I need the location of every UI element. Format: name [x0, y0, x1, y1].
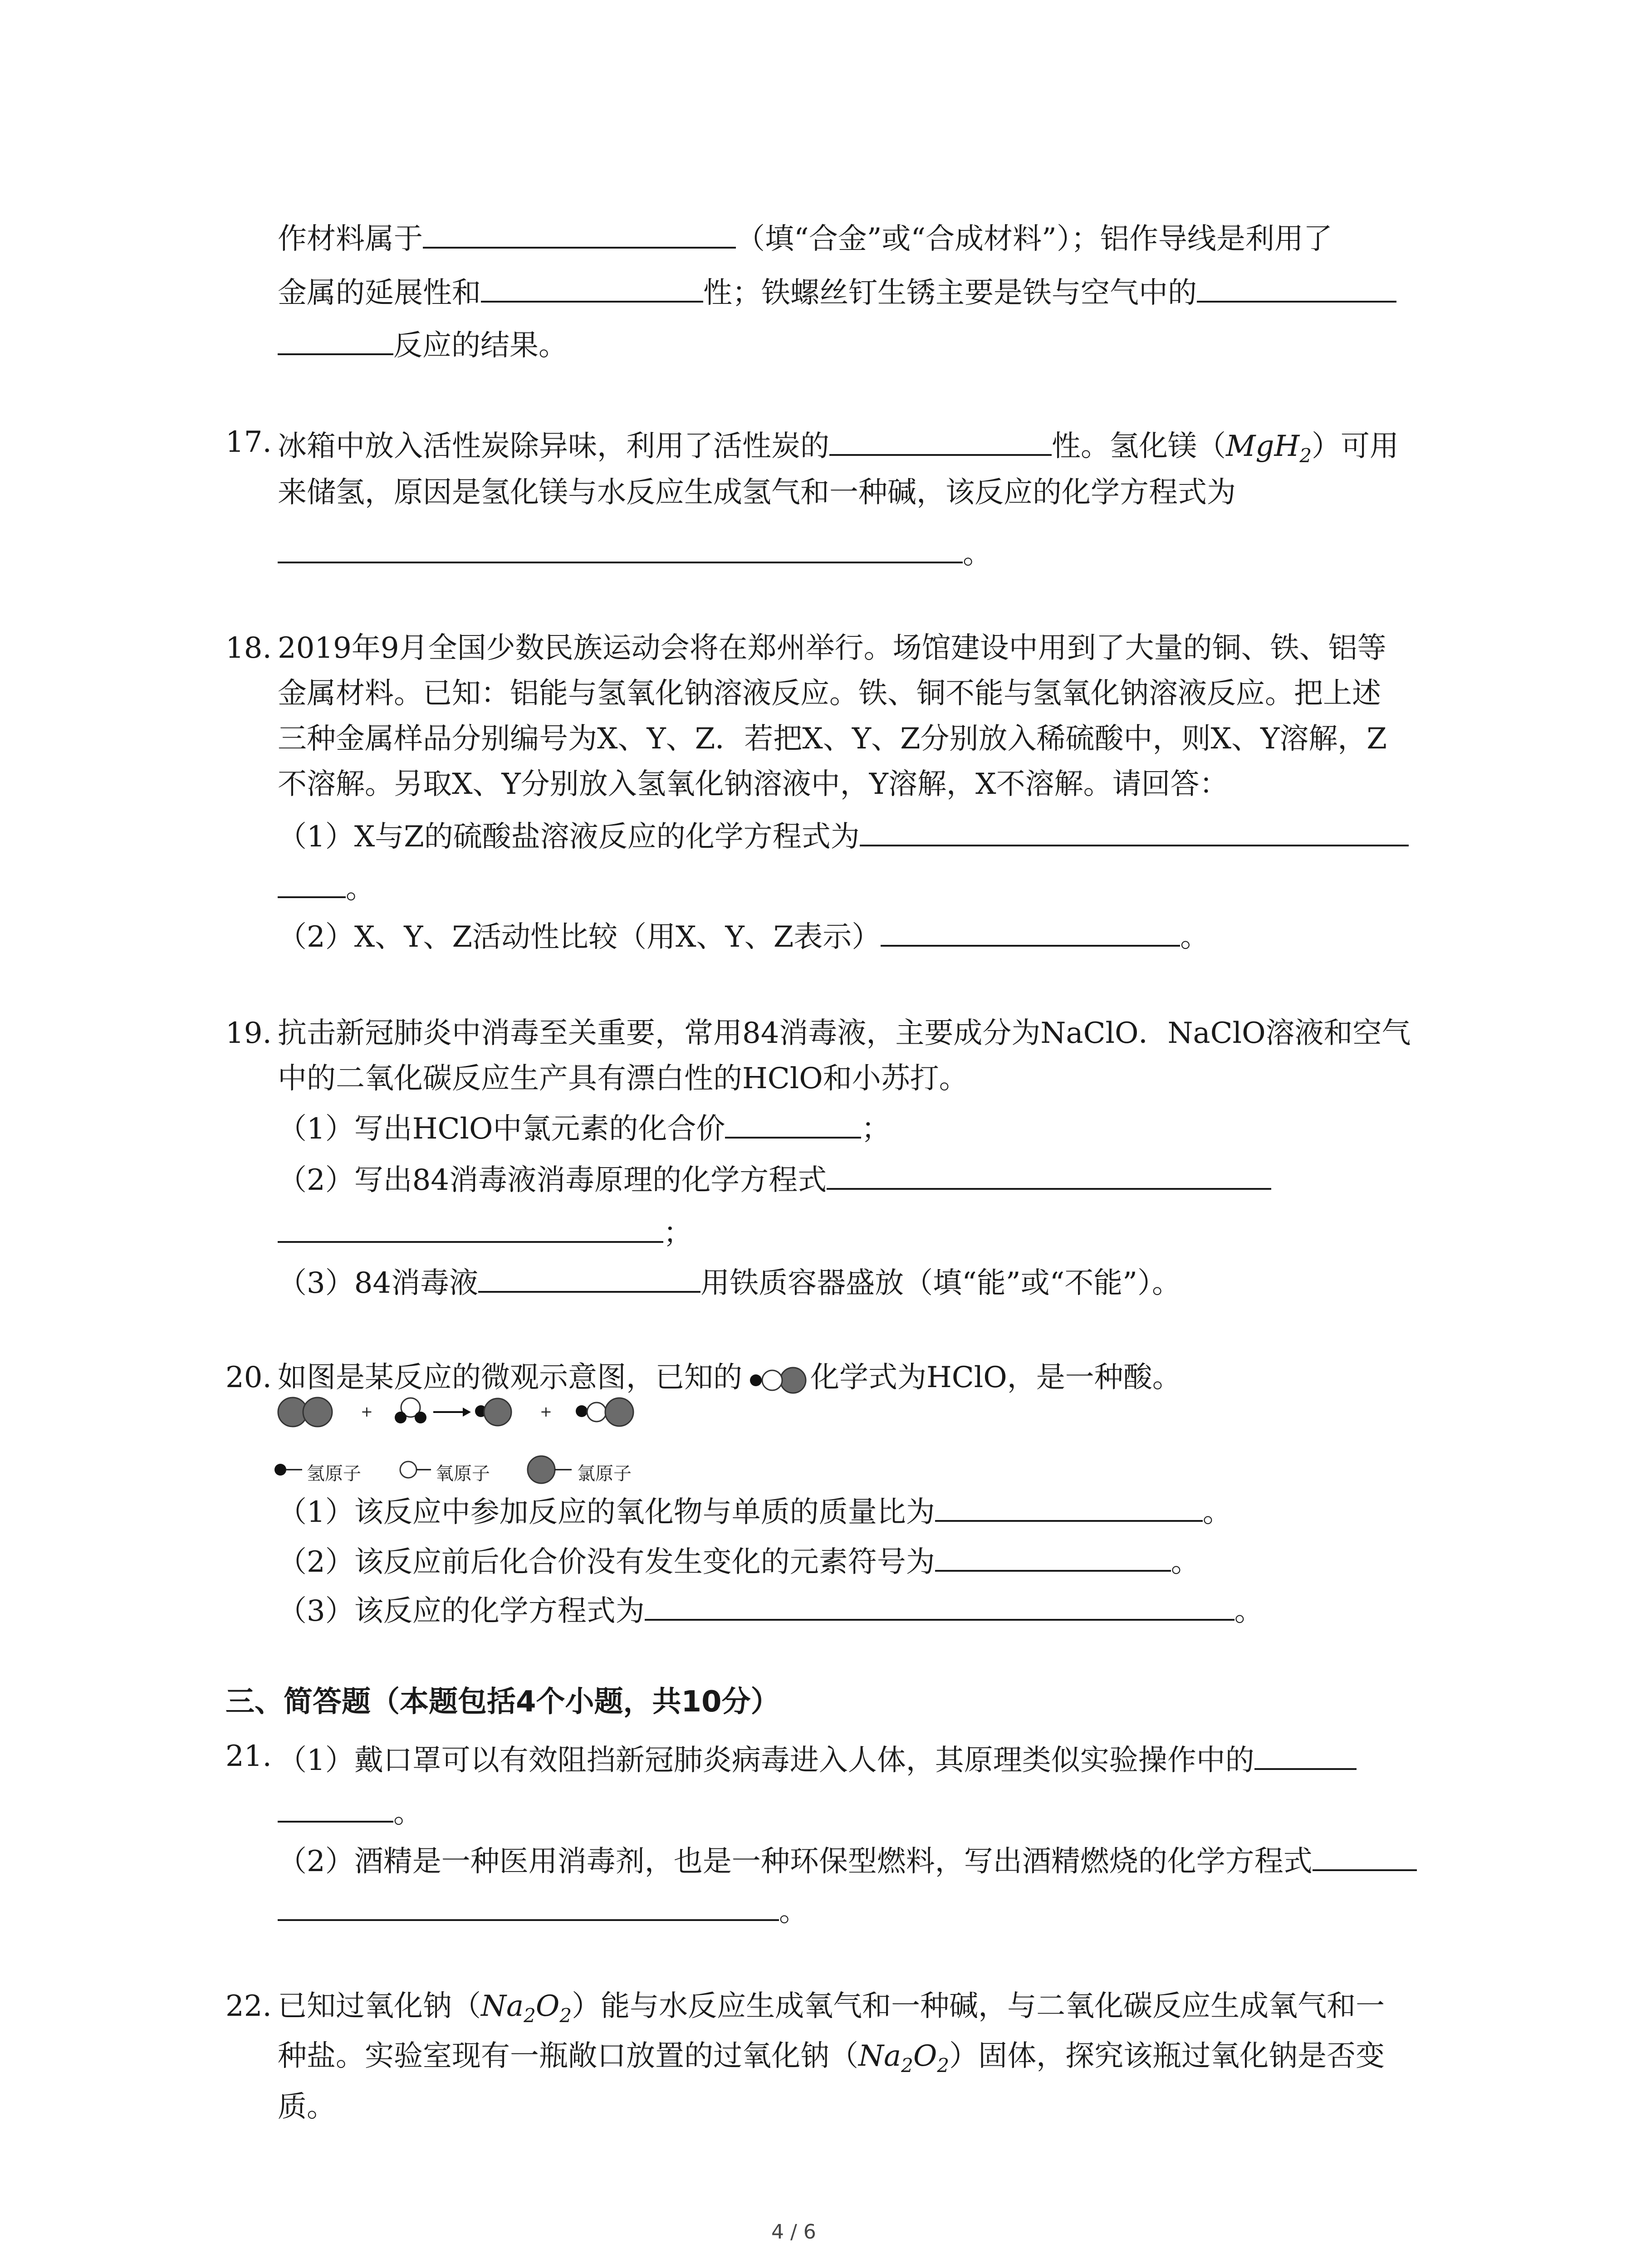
q17-line2 [278, 474, 1236, 511]
answer-blank[interactable] [829, 424, 1052, 456]
chlorine-legend-icon [521, 1452, 575, 1488]
q19-part2 [278, 1158, 1271, 1198]
answer-blank[interactable] [478, 1261, 700, 1293]
hclo-molecule-icon [576, 1398, 633, 1426]
q20-text: 。 [1171, 1545, 1200, 1579]
answer-blank[interactable] [860, 815, 1409, 846]
q19-text: ； [663, 1217, 692, 1250]
q19-text: （2）写出84消毒液消毒原理的化学方程式 [278, 1163, 827, 1197]
q21-text: 。 [393, 1796, 422, 1830]
legend-oxygen-label: 氧原子 [436, 1463, 490, 1484]
q18-part1-cont [278, 866, 375, 907]
q20-text: 如图是某反应的微观示意图，已知的 [278, 1361, 742, 1394]
q19-line2: 中的二氧化碳反应生产具有漂白性的HClO和小苏打。 [278, 1062, 968, 1095]
answer-blank[interactable] [725, 1107, 861, 1139]
q18-part2 [278, 915, 1209, 955]
cl2-molecule-icon [278, 1398, 332, 1427]
question-17 [225, 424, 272, 460]
hcl-molecule-icon [475, 1398, 511, 1426]
plus-sign: + [540, 1403, 552, 1420]
q16-line3 [278, 323, 568, 364]
hydrogen-legend-icon [274, 1456, 306, 1483]
q17-text: 来储氢，原因是氢化镁与水反应生成氢气和一种碱，该反应的化学方程式为 [278, 476, 1236, 509]
q17-line1 [278, 424, 1399, 468]
q20-text: 化学式为HClO，是一种酸。 [810, 1361, 1181, 1394]
q18-text: （1）X与Z的硫酸盐溶液反应的化学方程式为 [278, 820, 860, 854]
q19-line1: 抗击新冠肺炎中消毒至关重要，常用84消毒液，主要成分为NaClO．NaClO溶液和空气 [278, 1017, 1411, 1050]
q16-text: 作材料属于 [278, 222, 423, 256]
formula: Na [858, 2039, 901, 2073]
question-number: 18. [225, 631, 272, 665]
question-number: 17. [225, 425, 272, 459]
question-22 [225, 1988, 272, 2024]
formula-subscript: 2 [901, 2054, 913, 2077]
q21-part1-cont [278, 1791, 422, 1831]
q17-line3 [278, 532, 992, 572]
answer-blank[interactable] [278, 323, 393, 355]
question-number: 21. [225, 1740, 272, 1773]
q18-line3: 三种金属样品分别编号为X、Y、Z．若把X、Y、Z分别放入稀硫酸中，则X、Y溶解，Z [278, 722, 1387, 756]
legend-hydrogen-label: 氢原子 [307, 1463, 361, 1484]
q16-text: 反应的结果。 [393, 329, 568, 362]
q18-part1 [278, 815, 1409, 855]
q16-line1 [278, 217, 1332, 257]
question-19 [225, 1015, 272, 1051]
q18-text: （2）X、Y、Z活动性比较（用X、Y、Z表示） [278, 920, 881, 954]
q17-text: 冰箱中放入活性炭除异味，利用了活性炭的 [278, 430, 829, 463]
answer-blank[interactable] [827, 1158, 1271, 1190]
q17-text: ）可用 [1312, 430, 1399, 463]
answer-blank[interactable] [1313, 1839, 1417, 1871]
q18-line4: 不溶解。另取X、Y分别放入氢氧化钠溶液中，Y溶解，X不溶解。请回答： [278, 767, 1229, 801]
answer-blank[interactable] [278, 532, 963, 563]
q19-text: ； [861, 1112, 891, 1146]
q21-text: （1）戴口罩可以有效阻挡新冠肺炎病毒进入人体，其原理类似实验操作中的 [278, 1744, 1254, 1777]
page-number: 4 / 6 [771, 2220, 816, 2244]
q21-part1 [278, 1738, 1357, 1779]
q16-text: 性；铁螺丝钉生锈主要是铁与空气中的 [703, 276, 1197, 310]
q16-text: （填“合金”或“合成材料”）；铝作导线是利用了 [736, 222, 1332, 256]
q19-part3 [278, 1261, 1181, 1301]
q20-text: （1）该反应中参加反应的氧化物与单质的质量比为 [278, 1496, 935, 1529]
q22-text: 已知过氧化钠（ [278, 1989, 481, 2023]
q16-line2 [278, 271, 1396, 311]
answer-blank[interactable] [278, 1889, 779, 1921]
q20-part2 [278, 1540, 1200, 1580]
formula: Na [481, 1989, 524, 2023]
q17-text: 。 [963, 537, 992, 571]
formula-subscript: 2 [559, 2004, 572, 2027]
q22-line2 [278, 2038, 1385, 2077]
q16-text: 金属的延展性和 [278, 276, 481, 310]
q22-text: ）固体，探究该瓶过氧化钠是否变 [949, 2039, 1385, 2073]
q20-text: （2）该反应前后化合价没有发生变化的元素符号为 [278, 1545, 935, 1579]
reaction-arrow-icon [433, 1408, 471, 1417]
oxygen-legend-icon [398, 1456, 435, 1483]
legend-chlorine-label: 氯原子 [577, 1463, 632, 1484]
q21-part2 [278, 1839, 1417, 1880]
q21-part2-cont [278, 1889, 808, 1930]
q19-text: 用铁质容器盛放（填“能”或“不能”）。 [700, 1266, 1181, 1300]
answer-blank[interactable] [1197, 271, 1396, 303]
question-number: 20. [225, 1361, 272, 1394]
q20-part3 [278, 1589, 1264, 1629]
hclo-molecule-icon [742, 1364, 810, 1396]
q18-line1: 2019年9月全国少数民族运动会将在郑州举行。场馆建设中用到了大量的铜、铁、铝等 [278, 631, 1386, 665]
q22-text: 种盐。实验室现有一瓶敞口放置的过氧化钠（ [278, 2039, 858, 2073]
question-21 [225, 1738, 272, 1774]
answer-blank[interactable] [645, 1589, 1234, 1621]
q19-part2-cont [278, 1211, 692, 1251]
section-heading: 三、简答题（本题包括4个小题，共10分） [225, 1685, 780, 1719]
q20-text: （3）该反应的化学方程式为 [278, 1594, 645, 1628]
question-number: 19. [225, 1017, 272, 1050]
reaction-diagram [272, 1390, 653, 1436]
answer-blank[interactable] [481, 271, 703, 303]
formula: MgH [1226, 430, 1300, 463]
answer-blank[interactable] [881, 915, 1180, 947]
answer-blank[interactable] [935, 1540, 1171, 1572]
answer-blank[interactable] [278, 1211, 663, 1243]
h2o-molecule-icon [395, 1398, 426, 1423]
plus-sign: + [361, 1403, 373, 1420]
question-18 [225, 630, 272, 666]
answer-blank[interactable] [935, 1490, 1203, 1522]
formula: O [913, 2039, 937, 2073]
formula: O [535, 1989, 560, 2023]
q18-text: 。 [1180, 920, 1210, 954]
q20-text: 。 [1234, 1594, 1264, 1628]
q21-text: （2）酒精是一种医用消毒剂，也是一种环保型燃料，写出酒精燃烧的化学方程式 [278, 1845, 1313, 1878]
q19-part1 [278, 1107, 890, 1147]
q19-text: （3）84消毒液 [278, 1266, 479, 1300]
q17-text: 性。氢化镁（ [1052, 430, 1226, 463]
q18-line2: 金属材料。已知：铝能与氢氧化钠溶液反应。铁、铜不能与氢氧化钠溶液反应。把上述 [278, 677, 1381, 710]
q22-text: ）能与水反应生成氧气和一种碱，与二氧化碳反应生成氧气和一 [572, 1989, 1385, 2023]
answer-blank[interactable] [278, 866, 346, 898]
q20-text: 。 [1202, 1496, 1232, 1529]
answer-blank[interactable] [423, 217, 736, 249]
q22-line3: 质。 [278, 2090, 336, 2124]
formula-subscript: 2 [937, 2054, 950, 2077]
q20-part1 [278, 1490, 1232, 1530]
q19-text: （1）写出HClO中氯元素的化合价 [278, 1112, 725, 1146]
q22-line1 [278, 1988, 1385, 2028]
q18-text: 。 [346, 872, 375, 905]
question-number: 22. [225, 1989, 272, 2023]
formula-subscript: 2 [1299, 445, 1312, 467]
q21-text: 。 [779, 1895, 808, 1928]
formula-subscript: 2 [524, 2004, 536, 2027]
answer-blank[interactable] [1254, 1738, 1357, 1770]
answer-blank[interactable] [278, 1791, 393, 1823]
question-20 [225, 1359, 272, 1396]
